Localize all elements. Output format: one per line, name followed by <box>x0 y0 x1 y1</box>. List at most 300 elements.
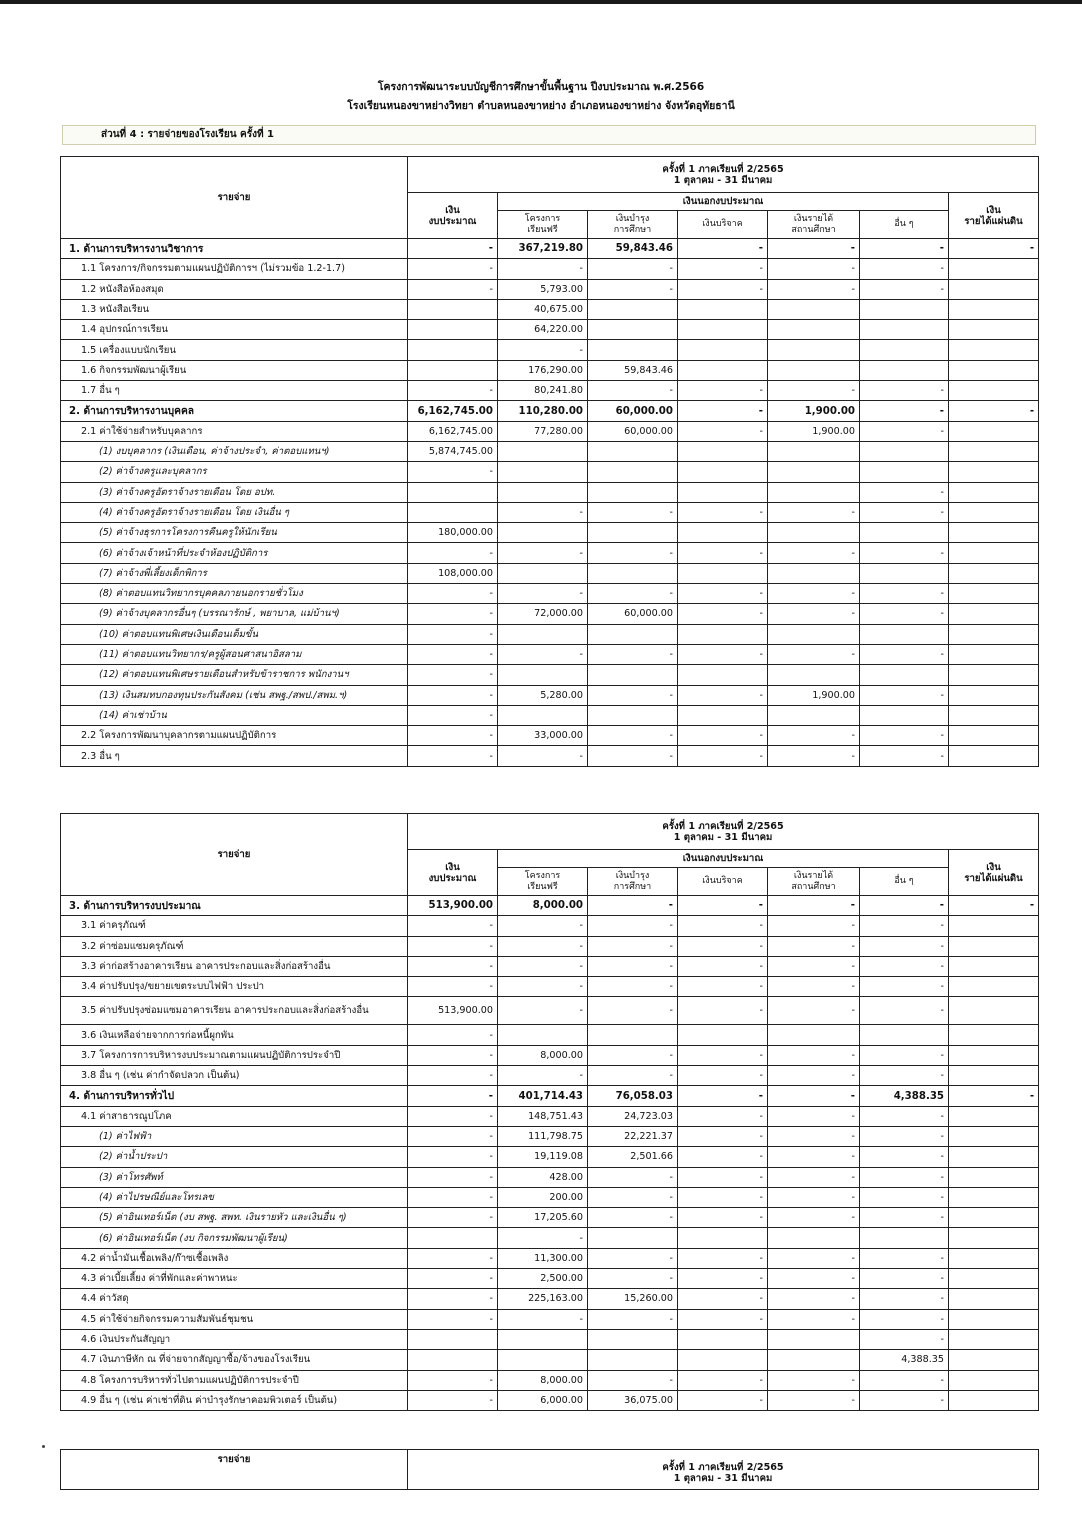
cell-other <box>860 523 949 543</box>
table-row <box>61 259 1039 279</box>
cell-land-income <box>949 1350 1039 1370</box>
cell-other: - <box>860 1329 949 1349</box>
cell-other: - <box>860 1370 949 1390</box>
row-label: (3) ค่าจ้างครูอัตราจ้างรายเดือน โดย อปท. <box>61 482 408 502</box>
cell-free-edu: - <box>498 746 588 766</box>
table-row <box>61 401 1039 421</box>
cell-other: - <box>860 381 949 401</box>
cell-donation <box>678 1329 768 1349</box>
table-row <box>61 421 1039 441</box>
table-row <box>61 523 1039 543</box>
cell-school-income: - <box>768 259 860 279</box>
cell-budget: - <box>408 1208 498 1228</box>
cell-maintenance <box>588 665 678 685</box>
table-row <box>61 482 1039 502</box>
table-row <box>61 1147 1039 1167</box>
cell-donation: - <box>678 1167 768 1187</box>
table-row <box>61 997 1039 1025</box>
cell-land-income <box>949 523 1039 543</box>
table-row <box>61 1045 1039 1065</box>
table-row <box>61 1208 1039 1228</box>
row-label: 4.8 โครงการบริหารทั่วไปตามแผนปฏิบัติการประจำปี <box>61 1370 408 1390</box>
cell-school-income: - <box>768 1187 860 1207</box>
table-row <box>61 1289 1039 1309</box>
row-label: (7) ค่าจ้างพี่เลี้ยงเด็กพิการ <box>61 563 408 583</box>
document-title: โครงการพัฒนาระบบบัญชีการศึกษาขั้นพื้นฐาน ปีงบประมาณ พ.ศ.2566 <box>377 81 705 93</box>
cell-other: - <box>860 896 949 916</box>
table-row <box>61 685 1039 705</box>
cell-school-income <box>768 360 860 380</box>
cell-land-income: - <box>949 401 1039 421</box>
col-school-income-header: เงินรายได้ สถานศึกษา <box>768 868 860 896</box>
table-row <box>61 340 1039 360</box>
cell-school-income: - <box>768 1147 860 1167</box>
table-row <box>61 441 1039 461</box>
cell-budget: - <box>408 1390 498 1410</box>
table-row <box>61 381 1039 401</box>
cell-donation: - <box>678 1208 768 1228</box>
row-label: (8) ค่าตอบแทนวิทยากรบุคคลภายนอกรายชั่วโมง <box>61 584 408 604</box>
cell-school-income: - <box>768 936 860 956</box>
cell-other <box>860 705 949 725</box>
cell-other: - <box>860 1309 949 1329</box>
cell-other: - <box>860 1066 949 1086</box>
table-row <box>61 299 1039 319</box>
scan-top-edge <box>0 0 1082 4</box>
cell-free-edu: 148,751.43 <box>498 1106 588 1126</box>
cell-free-edu <box>498 1350 588 1370</box>
cell-donation: - <box>678 1045 768 1065</box>
cell-other: - <box>860 239 949 259</box>
row-label: 1.2 หนังสือห้องสมุด <box>61 279 408 299</box>
period-line2: 1 ตุลาคม - 31 มีนาคม <box>673 174 773 186</box>
cell-free-edu: 72,000.00 <box>498 604 588 624</box>
cell-free-edu: - <box>498 1309 588 1329</box>
cell-donation: - <box>678 502 768 522</box>
cell-school-income: - <box>768 1269 860 1289</box>
cell-free-edu: 8,000.00 <box>498 1370 588 1390</box>
cell-land-income <box>949 956 1039 976</box>
cell-budget: 513,900.00 <box>408 997 498 1025</box>
off-budget-header: เงินนอกงบประมาณ <box>498 193 949 211</box>
cell-free-edu <box>498 523 588 543</box>
col-maintenance-header: เงินบำรุง การศึกษา <box>588 868 678 896</box>
table-row <box>61 239 1039 259</box>
cell-other: - <box>860 726 949 746</box>
row-label: (14) ค่าเช่าบ้าน <box>61 705 408 725</box>
cell-other: - <box>860 1208 949 1228</box>
row-label: (11) ค่าตอบแทนวิทยากร/ครูผู้สอนศาสนาอิสลาม <box>61 644 408 664</box>
period-header <box>408 157 1039 193</box>
row-label: 4. ด้านการบริหารทั่วไป <box>61 1086 408 1106</box>
cell-budget <box>408 299 498 319</box>
row-label: (5) ค่าอินเทอร์เน็ต (งบ สพฐ. สพท. เงินรายหัว และเงินอื่น ๆ) <box>61 1208 408 1228</box>
cell-land-income <box>949 705 1039 725</box>
cell-other <box>860 320 949 340</box>
cell-maintenance: - <box>588 1309 678 1329</box>
cell-maintenance: - <box>588 936 678 956</box>
cell-donation: - <box>678 421 768 441</box>
cell-donation <box>678 360 768 380</box>
cell-budget <box>408 1228 498 1248</box>
cell-school-income <box>768 320 860 340</box>
cell-free-edu: 40,675.00 <box>498 299 588 319</box>
cell-other: - <box>860 401 949 421</box>
cell-other: - <box>860 543 949 563</box>
row-label: 1. ด้านการบริหารงานวิชาการ <box>61 239 408 259</box>
cell-free-edu: 33,000.00 <box>498 726 588 746</box>
row-label: 4.7 เงินภาษีหัก ณ ที่จ่ายจากสัญญาซื้อ/จ้างของโรงเรียน <box>61 1350 408 1370</box>
cell-free-edu: 176,290.00 <box>498 360 588 380</box>
cell-other: - <box>860 1187 949 1207</box>
cell-donation: - <box>678 997 768 1025</box>
cell-maintenance <box>588 1350 678 1370</box>
cell-free-edu <box>498 665 588 685</box>
cell-other <box>860 563 949 583</box>
cell-budget: - <box>408 705 498 725</box>
period-line2: 1 ตุลาคม - 31 มีนาคม <box>673 831 773 843</box>
cell-maintenance <box>588 1025 678 1045</box>
cell-other <box>860 360 949 380</box>
cell-land-income: - <box>949 896 1039 916</box>
cell-budget: - <box>408 381 498 401</box>
cell-land-income <box>949 604 1039 624</box>
off-budget-header: เงินนอกงบประมาณ <box>498 850 949 868</box>
cell-land-income <box>949 1126 1039 1146</box>
cell-donation <box>678 340 768 360</box>
table-row <box>61 1228 1039 1248</box>
cell-budget: - <box>408 936 498 956</box>
cell-school-income <box>768 1025 860 1045</box>
cell-land-income <box>949 502 1039 522</box>
cell-budget <box>408 360 498 380</box>
row-label: 2.3 อื่น ๆ <box>61 746 408 766</box>
cell-maintenance: - <box>588 644 678 664</box>
cell-land-income <box>949 916 1039 936</box>
cell-free-edu: 64,220.00 <box>498 320 588 340</box>
cell-donation: - <box>678 1289 768 1309</box>
cell-other <box>860 340 949 360</box>
cell-free-edu: 225,163.00 <box>498 1289 588 1309</box>
cell-school-income <box>768 563 860 583</box>
cell-school-income: - <box>768 584 860 604</box>
cell-maintenance: - <box>588 1370 678 1390</box>
cell-maintenance: 59,843.46 <box>588 360 678 380</box>
row-label: 4.1 ค่าสาธารณูปโภค <box>61 1106 408 1126</box>
cell-donation: - <box>678 977 768 997</box>
cell-other: - <box>860 279 949 299</box>
col-land-income-header: เงิน รายได้แผ่นดิน <box>949 850 1039 896</box>
table-row <box>61 705 1039 725</box>
period-line1: ครั้งที่ 1 ภาคเรียนที่ 2/2565 <box>662 820 784 832</box>
cell-maintenance: - <box>588 381 678 401</box>
cell-school-income: 1,900.00 <box>768 685 860 705</box>
table-row <box>61 360 1039 380</box>
cell-donation: - <box>678 956 768 976</box>
row-label: (9) ค่าจ้างบุคลากรอื่นๆ (บรรณารักษ์ , พยาบาล, แม่บ้านฯ) <box>61 604 408 624</box>
cell-donation <box>678 482 768 502</box>
cell-land-income <box>949 1309 1039 1329</box>
cell-budget: - <box>408 1147 498 1167</box>
cell-maintenance <box>588 705 678 725</box>
cell-school-income: - <box>768 1106 860 1126</box>
row-label: (2) ค่าน้ำประปา <box>61 1147 408 1167</box>
school-name: โรงเรียนหนองขาหย่างวิทยา ตำบลหนองขาหย่าง อำเภอหนองขาหย่าง จังหวัดอุทัยธานี <box>347 100 735 112</box>
cell-donation: - <box>678 584 768 604</box>
cell-maintenance: 15,260.00 <box>588 1289 678 1309</box>
cell-land-income <box>949 1025 1039 1045</box>
cell-land-income <box>949 320 1039 340</box>
cell-budget: - <box>408 916 498 936</box>
cell-donation: - <box>678 604 768 624</box>
expense-table-part3-header <box>60 1449 1039 1490</box>
col-school-income-header: เงินรายได้ สถานศึกษา <box>768 211 860 239</box>
expense-table-part1 <box>60 156 1039 767</box>
cell-other: - <box>860 1248 949 1268</box>
cell-maintenance: - <box>588 1269 678 1289</box>
cell-donation: - <box>678 1187 768 1207</box>
cell-budget: - <box>408 1269 498 1289</box>
cell-free-edu <box>498 482 588 502</box>
cell-other: - <box>860 916 949 936</box>
cell-free-edu: - <box>498 584 588 604</box>
cell-school-income: - <box>768 1126 860 1146</box>
cell-budget <box>408 1329 498 1349</box>
cell-school-income <box>768 1350 860 1370</box>
table-row <box>61 320 1039 340</box>
cell-maintenance: - <box>588 956 678 976</box>
cell-school-income: - <box>768 997 860 1025</box>
cell-maintenance: - <box>588 1208 678 1228</box>
col-other-header: อื่น ๆ <box>860 211 949 239</box>
row-label: 1.4 อุปกรณ์การเรียน <box>61 320 408 340</box>
cell-budget: - <box>408 259 498 279</box>
cell-budget <box>408 340 498 360</box>
row-label: (5) ค่าจ้างธุรการโครงการคืนครูให้นักเรียน <box>61 523 408 543</box>
cell-maintenance: 59,843.46 <box>588 239 678 259</box>
cell-budget: - <box>408 1248 498 1268</box>
period-header <box>408 1450 1039 1490</box>
cell-budget: - <box>408 956 498 976</box>
table-row <box>61 936 1039 956</box>
cell-donation: - <box>678 1248 768 1268</box>
cell-maintenance: - <box>588 896 678 916</box>
scan-speck <box>42 1445 45 1448</box>
cell-donation <box>678 563 768 583</box>
table-row <box>61 896 1039 916</box>
cell-other <box>860 462 949 482</box>
cell-donation: - <box>678 259 768 279</box>
table-row <box>61 1106 1039 1126</box>
cell-other: - <box>860 644 949 664</box>
cell-maintenance: 60,000.00 <box>588 604 678 624</box>
cell-school-income: - <box>768 1370 860 1390</box>
cell-other: - <box>860 482 949 502</box>
row-label: (4) ค่าจ้างครูอัตราจ้างรายเดือน โดย เงินอื่น ๆ <box>61 502 408 522</box>
table-row <box>61 563 1039 583</box>
cell-maintenance <box>588 299 678 319</box>
cell-free-edu: 8,000.00 <box>498 1045 588 1065</box>
row-label: 3.1 ค่าครุภัณฑ์ <box>61 916 408 936</box>
cell-maintenance <box>588 1329 678 1349</box>
cell-free-edu: 77,280.00 <box>498 421 588 441</box>
table-row <box>61 1187 1039 1207</box>
table-row <box>61 1329 1039 1349</box>
cell-donation: - <box>678 1309 768 1329</box>
cell-free-edu: 5,280.00 <box>498 685 588 705</box>
cell-maintenance: 76,058.03 <box>588 1086 678 1106</box>
table-row <box>61 956 1039 976</box>
cell-free-edu: - <box>498 543 588 563</box>
table-row <box>61 1086 1039 1106</box>
cell-donation <box>678 705 768 725</box>
row-label: (6) ค่าอินเทอร์เน็ต (งบ กิจกรรมพัฒนาผู้เรียน) <box>61 1228 408 1248</box>
period-line2: 1 ตุลาคม - 31 มีนาคม <box>673 1473 773 1484</box>
cell-donation: - <box>678 401 768 421</box>
cell-land-income <box>949 1106 1039 1126</box>
cell-school-income: - <box>768 1167 860 1187</box>
cell-land-income <box>949 977 1039 997</box>
cell-budget: 108,000.00 <box>408 563 498 583</box>
row-label: 1.5 เครื่องแบบนักเรียน <box>61 340 408 360</box>
period-line1: ครั้งที่ 1 ภาคเรียนที่ 2/2565 <box>662 163 784 175</box>
cell-land-income <box>949 1208 1039 1228</box>
table-row <box>61 1309 1039 1329</box>
cell-land-income <box>949 936 1039 956</box>
cell-donation <box>678 624 768 644</box>
cell-maintenance: - <box>588 916 678 936</box>
cell-maintenance: 22,221.37 <box>588 1126 678 1146</box>
table-row <box>61 584 1039 604</box>
cell-maintenance: - <box>588 1187 678 1207</box>
row-label: 4.4 ค่าวัสดุ <box>61 1289 408 1309</box>
cell-other: 4,388.35 <box>860 1350 949 1370</box>
cell-other <box>860 1228 949 1248</box>
cell-maintenance <box>588 1228 678 1248</box>
cell-school-income: - <box>768 1390 860 1410</box>
cell-free-edu: 200.00 <box>498 1187 588 1207</box>
cell-school-income: - <box>768 279 860 299</box>
row-label: 3.5 ค่าปรับปรุงซ่อมแซมอาคารเรียน อาคารประกอบและสิ่งก่อสร้างอื่น <box>61 997 408 1025</box>
cell-donation: - <box>678 936 768 956</box>
cell-school-income: - <box>768 502 860 522</box>
cell-land-income <box>949 1066 1039 1086</box>
cell-budget: - <box>408 584 498 604</box>
cell-maintenance: 24,723.03 <box>588 1106 678 1126</box>
table-row <box>61 1167 1039 1187</box>
cell-budget: - <box>408 1045 498 1065</box>
cell-maintenance <box>588 320 678 340</box>
cell-free-edu: - <box>498 936 588 956</box>
cell-budget: - <box>408 462 498 482</box>
cell-budget: - <box>408 1370 498 1390</box>
cell-maintenance: - <box>588 746 678 766</box>
table-row <box>61 644 1039 664</box>
row-label: 4.2 ค่าน้ำมันเชื้อเพลิง/ก๊าซเชื้อเพลิง <box>61 1248 408 1268</box>
row-label: 4.6 เงินประกันสัญญา <box>61 1329 408 1349</box>
cell-budget: - <box>408 1086 498 1106</box>
cell-land-income <box>949 421 1039 441</box>
cell-land-income <box>949 746 1039 766</box>
cell-donation: - <box>678 685 768 705</box>
cell-budget: - <box>408 604 498 624</box>
row-label: 2. ด้านการบริหารงานบุคคล <box>61 401 408 421</box>
row-label: 2.2 โครงการพัฒนาบุคลากรตามแผนปฏิบัติการ <box>61 726 408 746</box>
cell-maintenance: 2,501.66 <box>588 1147 678 1167</box>
cell-donation: - <box>678 1390 768 1410</box>
cell-donation: - <box>678 1106 768 1126</box>
row-label: 4.5 ค่าใช้จ่ายกิจกรรมความสัมพันธ์ชุมชน <box>61 1309 408 1329</box>
cell-land-income <box>949 1248 1039 1268</box>
table-row <box>61 543 1039 563</box>
cell-free-edu <box>498 1025 588 1045</box>
cell-school-income: - <box>768 239 860 259</box>
cell-budget: - <box>408 1025 498 1045</box>
cell-school-income: - <box>768 1086 860 1106</box>
cell-school-income: - <box>768 1248 860 1268</box>
row-label: (12) ค่าตอบแทนพิเศษรายเดือนสำหรับข้าราชการ พนักงานฯ <box>61 665 408 685</box>
cell-donation <box>678 299 768 319</box>
col-free-edu-header: โครงการ เรียนฟรี <box>498 868 588 896</box>
cell-school-income: - <box>768 956 860 976</box>
cell-donation: - <box>678 381 768 401</box>
cell-land-income <box>949 259 1039 279</box>
cell-free-edu: - <box>498 340 588 360</box>
cell-budget: - <box>408 746 498 766</box>
cell-school-income: - <box>768 1289 860 1309</box>
cell-land-income <box>949 543 1039 563</box>
cell-donation: - <box>678 1086 768 1106</box>
cell-school-income <box>768 705 860 725</box>
table-row <box>61 1025 1039 1045</box>
cell-maintenance: - <box>588 1248 678 1268</box>
cell-land-income <box>949 340 1039 360</box>
cell-other <box>860 299 949 319</box>
col-land-income-header: เงิน รายได้แผ่นดิน <box>949 193 1039 239</box>
cell-land-income <box>949 1045 1039 1065</box>
cell-free-edu: 17,205.60 <box>498 1208 588 1228</box>
cell-free-edu: 110,280.00 <box>498 401 588 421</box>
cell-other: - <box>860 977 949 997</box>
cell-land-income <box>949 997 1039 1025</box>
row-label: 3. ด้านการบริหารงบประมาณ <box>61 896 408 916</box>
cell-school-income <box>768 462 860 482</box>
cell-land-income <box>949 1329 1039 1349</box>
cell-land-income <box>949 1269 1039 1289</box>
cell-other: - <box>860 936 949 956</box>
cell-land-income <box>949 441 1039 461</box>
cell-maintenance: - <box>588 726 678 746</box>
row-label: (1) ค่าไฟฟ้า <box>61 1126 408 1146</box>
cell-maintenance: - <box>588 1167 678 1187</box>
cell-land-income <box>949 1370 1039 1390</box>
cell-maintenance: - <box>588 1066 678 1086</box>
cell-maintenance <box>588 441 678 461</box>
cell-free-edu: 428.00 <box>498 1167 588 1187</box>
cell-land-income <box>949 726 1039 746</box>
cell-land-income <box>949 381 1039 401</box>
cell-maintenance <box>588 624 678 644</box>
cell-maintenance: - <box>588 543 678 563</box>
cell-free-edu <box>498 441 588 461</box>
cell-donation <box>678 1228 768 1248</box>
section-heading: ส่วนที่ 4 : รายจ่ายของโรงเรียน ครั้งที่ 1 <box>62 125 1036 145</box>
row-label: 1.1 โครงการ/กิจกรรมตามแผนปฏิบัติการฯ (ไม่รวมข้อ 1.2-1.7) <box>61 259 408 279</box>
cell-free-edu: 8,000.00 <box>498 896 588 916</box>
cell-maintenance <box>588 563 678 583</box>
cell-other <box>860 665 949 685</box>
cell-school-income: - <box>768 977 860 997</box>
